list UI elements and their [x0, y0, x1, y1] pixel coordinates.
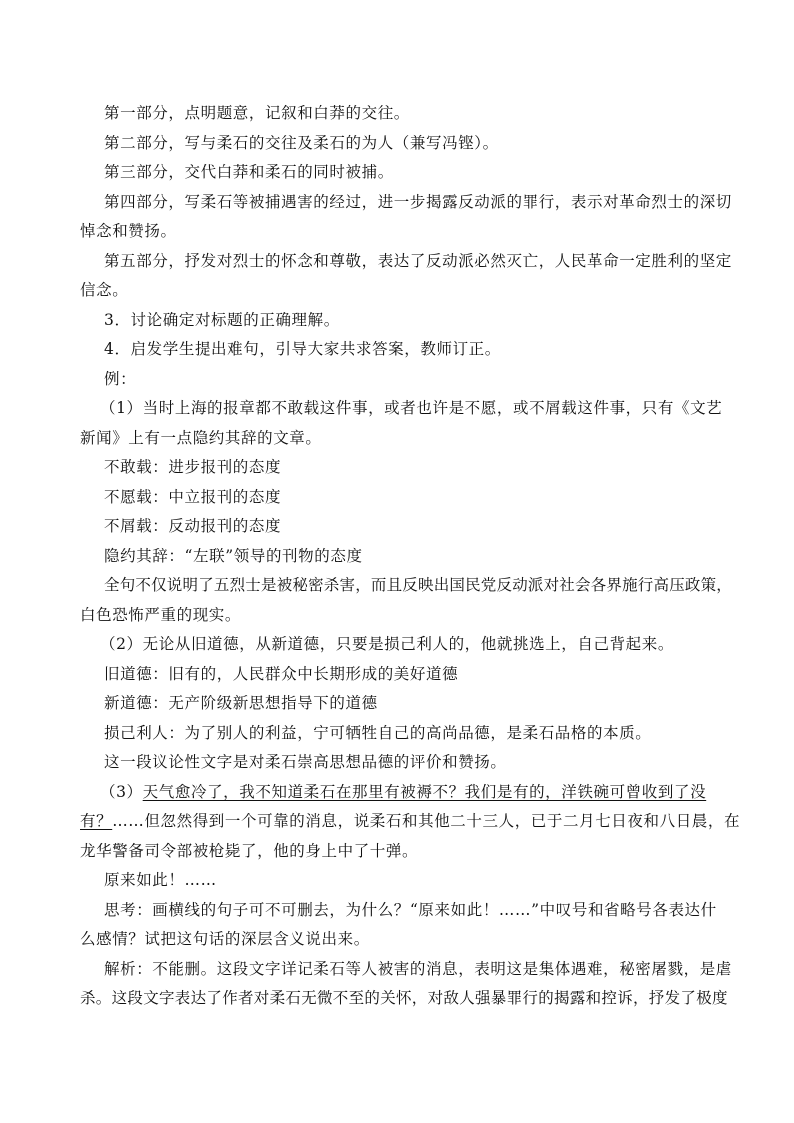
part1-line: 第一部分，点明题意，记叙和白莽的交往。 — [104, 104, 410, 122]
ex3-rest: ……但忽然得到一个可靠的消息，说柔石和其他二十三人，已于二月七日夜和八日晨，在 — [112, 812, 741, 830]
ex1-summary-line2: 白色恐怖严重的现实。 — [80, 606, 242, 624]
part2-line: 第二部分，写与柔石的交往及柔石的为人（兼写冯铿）。 — [104, 134, 499, 152]
step4-line: 4．启发学生提出难句，引导大家共求答案，教师订正。 — [104, 340, 501, 358]
ex2-line1: （2）无论从旧道德，从新道德，只要是损己利人的，他就挑选上，自己背起来。 — [100, 635, 674, 653]
part4-line2: 悼念和赞扬。 — [80, 222, 177, 240]
ex1-line2: 新闻》上有一点隐约其辞的文章。 — [80, 429, 322, 447]
analysis-line2: 杀。这段文字表达了作者对柔石无微不至的关怀，对敌人强暴罪行的揭露和控诉，抒发了极度 — [80, 989, 728, 1007]
ex3-line3: 龙华警备司令部被枪毙了，他的身上中了十弹。 — [80, 842, 419, 860]
ex2-note-4: 这一段议论性文字是对柔石崇高思想品德的评价和赞扬。 — [104, 753, 507, 771]
think-line2: 么感情？试把这句话的深层含义说出来。 — [80, 930, 370, 948]
ex3-prefix: （3） — [100, 783, 143, 801]
ex3-underlined-sentence-part1: 天气愈冷了，我不知道柔石在那里有被褥不？我们是有的，洋铁碗可曾收到了没 — [142, 783, 707, 801]
example-label: 例： — [104, 370, 137, 388]
ex1-note-4: 隐约其辞：“左联”领导的刊物的态度 — [104, 547, 363, 565]
part3-line: 第三部分，交代白莽和柔石的同时被捕。 — [104, 163, 394, 181]
ex2-note-3: 损己利人：为了别人的利益，宁可牺牲自己的高尚品德，是柔石品格的本质。 — [104, 724, 652, 742]
ex3-line2 — [80, 811, 740, 831]
ex1-line1: （1）当时上海的报章都不敢载这件事，或者也许是不愿，或不屑载这件事，只有《文艺 — [100, 399, 723, 417]
ex3-line4: 原来如此！…… — [104, 871, 217, 889]
ex2-note-2: 新道德：无产阶级新思想指导下的道德 — [104, 694, 378, 712]
ex1-note-1: 不敢载：进步报刊的态度 — [104, 458, 282, 476]
analysis-line1: 解析：不能删。这段文字详记柔石等人被害的消息，表明这是集体遇难，秘密屠戮，是虐 — [104, 960, 732, 978]
ex3-underlined-sentence-part2: 有？ — [80, 812, 113, 830]
part4-line1: 第四部分，写柔石等被捕遇害的经过，进一步揭露反动派的罪行，表示对革命烈士的深切 — [104, 193, 732, 211]
part5-line1: 第五部分，抒发对烈士的怀念和尊敬，表达了反动派必然灭亡，人民革命一定胜利的坚定 — [104, 252, 732, 270]
ex1-note-3: 不屑载：反动报刊的态度 — [104, 517, 282, 535]
think-line1: 思考：画横线的句子可不可删去，为什么？“原来如此！……”中叹号和省略号各表达什 — [104, 901, 717, 919]
ex2-note-1: 旧道德：旧有的，人民群众中长期形成的美好道德 — [104, 665, 459, 683]
part5-line2: 信念。 — [80, 281, 129, 299]
ex1-summary-line1: 全句不仅说明了五烈士是被秘密杀害，而且反映出国民党反动派对社会各界施行高压政策， — [104, 576, 733, 594]
ex1-note-2: 不愿载：中立报刊的态度 — [104, 488, 282, 506]
step3-line: 3．讨论确定对标题的正确理解。 — [104, 311, 340, 329]
ex3-line1 — [100, 782, 706, 802]
